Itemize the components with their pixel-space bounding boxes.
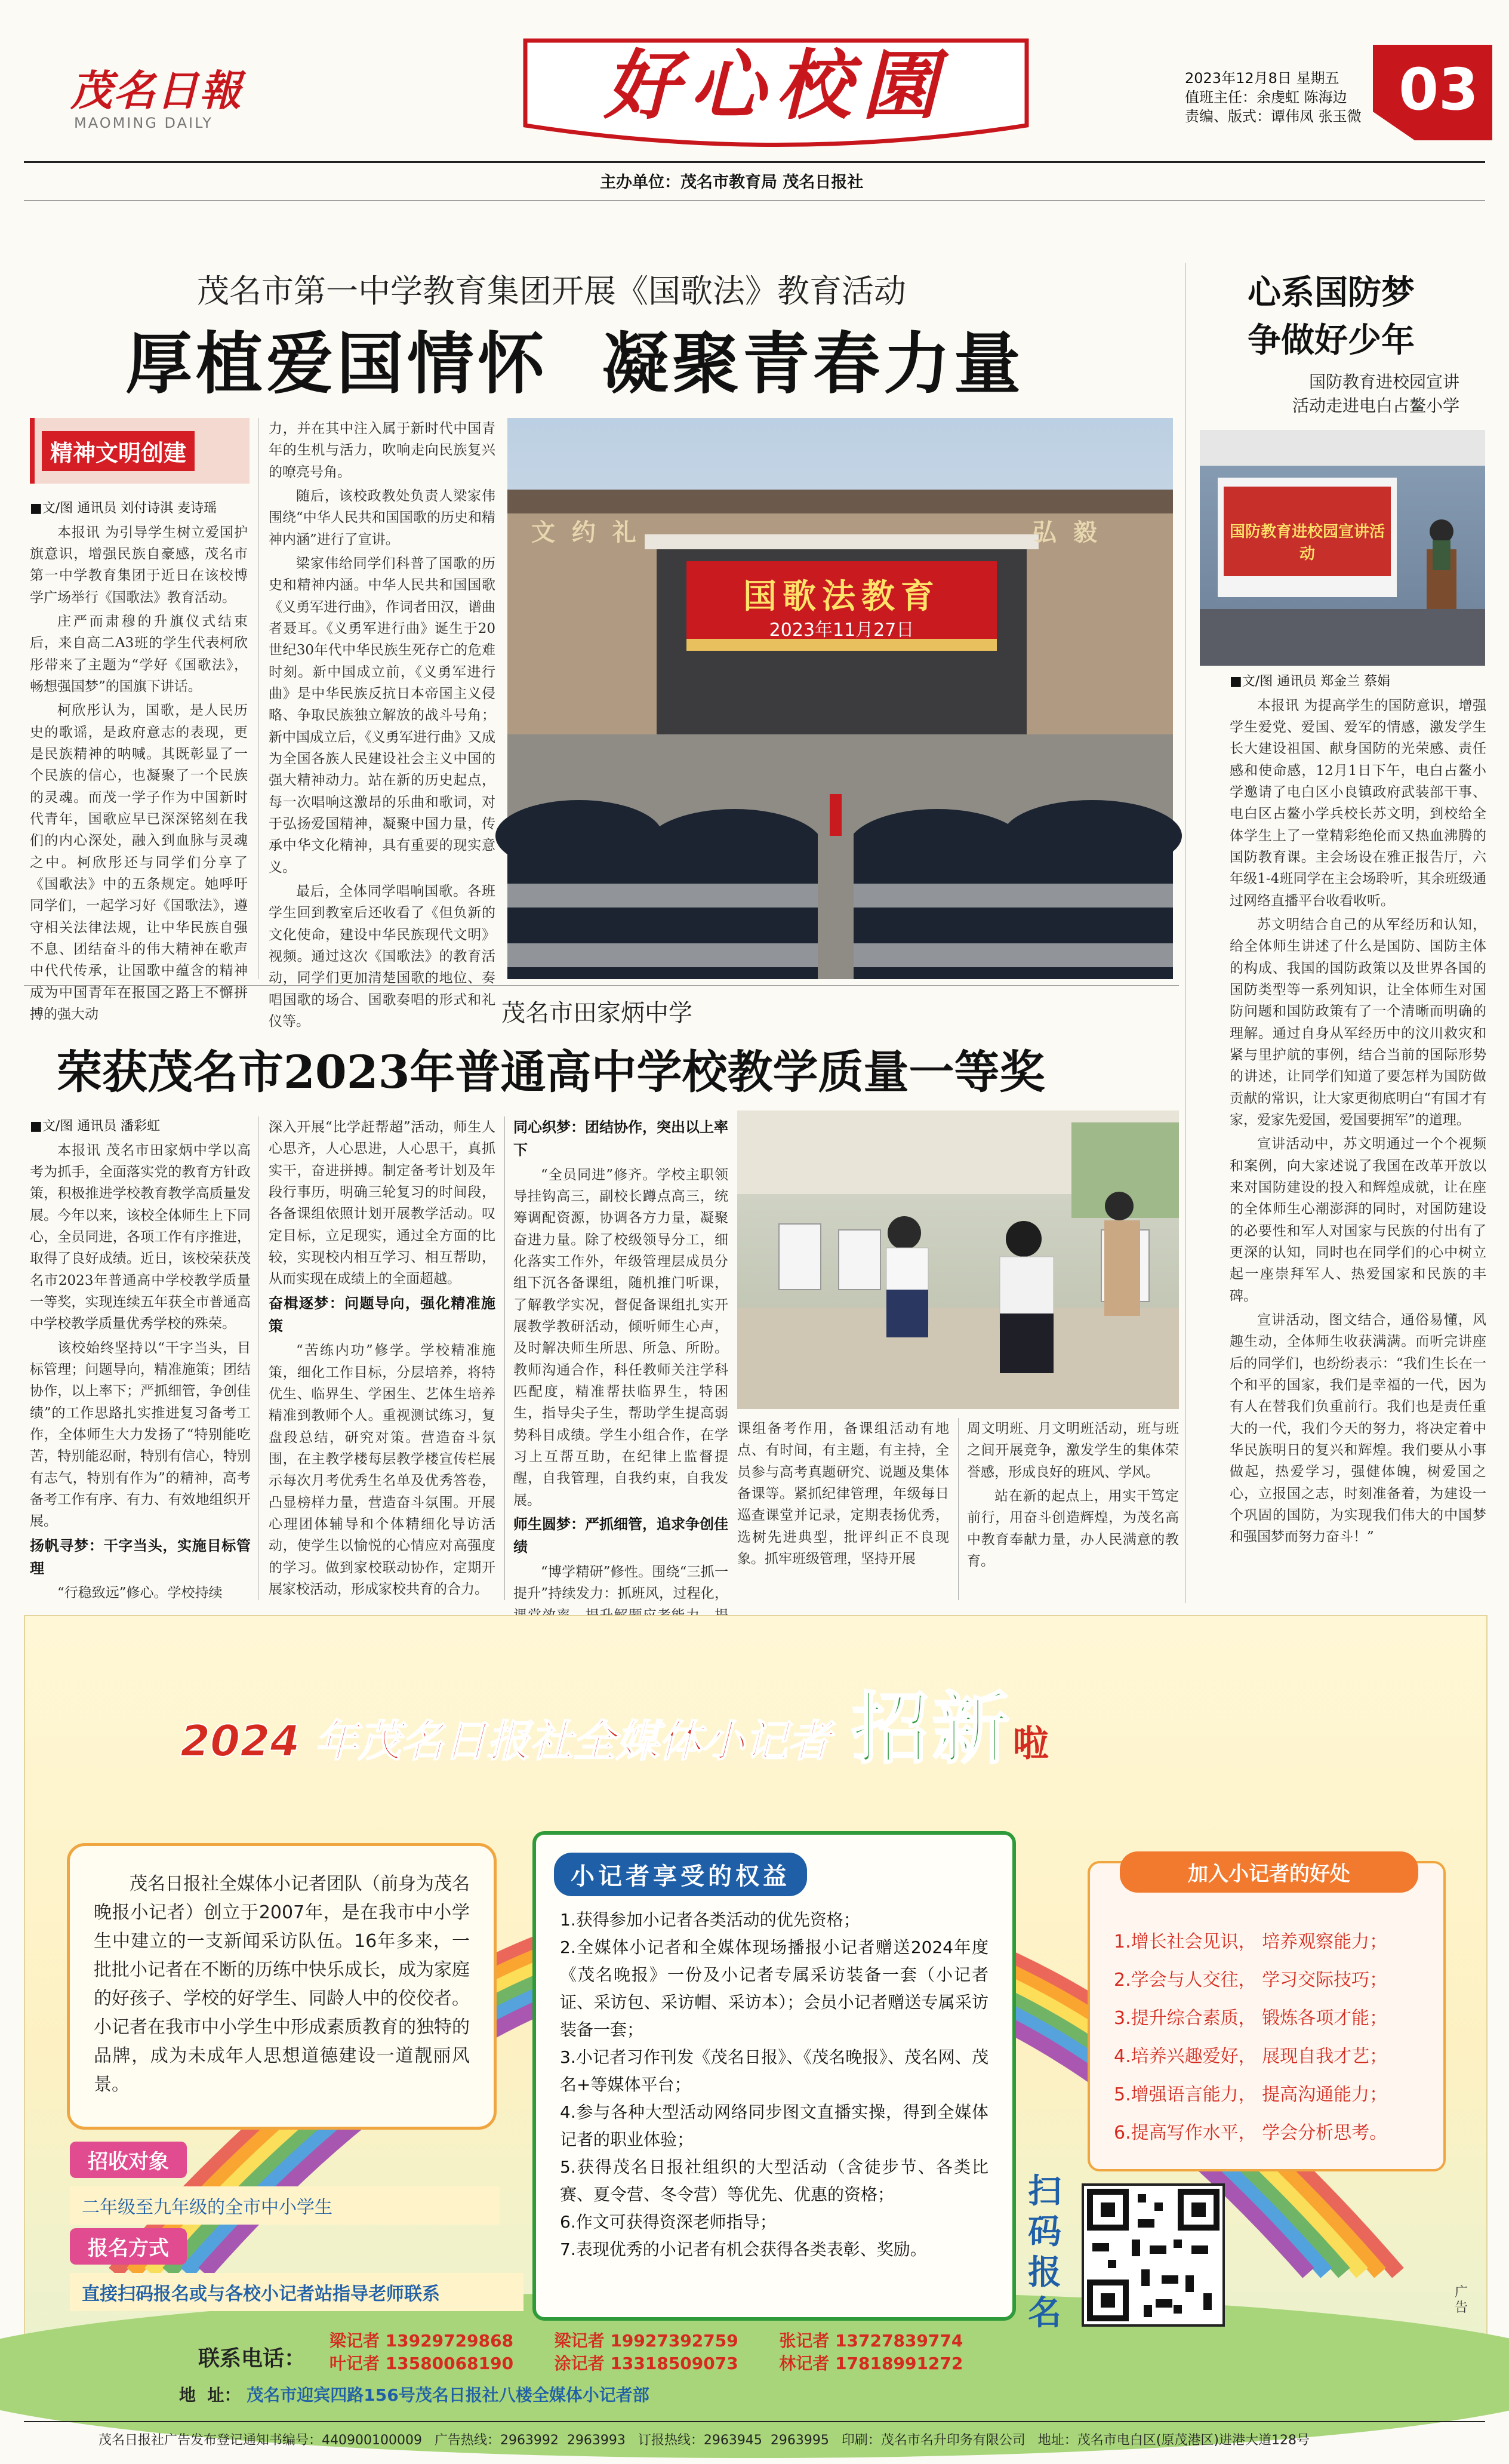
article3-headline-line2: 争做好少年 (1248, 321, 1415, 360)
article2-paragraph: “苦练内功”修学。学校精准施策，细化工作目标，分层培养，将特优生、临界生、学困生、艺体生培养精准到教师个人。重视测试练习，复盘段总结，研究对策。营造奋斗氛围，在主教学楼每层教学楼宣传栏展示每次月考优秀生名单及优秀答卷，凸显榜样力量，营造奋斗氛围。开展心理团体辅导和个体精细化导访活动，使学生以愉悦的心情应对高强度的学习。做到家校联动协作，定期开展家校活动，形成家校共育的合力。 (269, 1343, 495, 1598)
ad-address-text: 茂名市迎宾四路156号茂名日报社八楼全媒体小记者部 (247, 2385, 649, 2405)
article1-paragraph: 最后，全体同学唱响国歌。各班学生回到教室后还收看了《但负新的文化使命，建设中华民族现代文明》视频。通过这次《国歌法》的教育活动，同学们更加清楚国歌的地位、奏唱国歌的场合、国歌奏唱的形式和礼仪等。 (269, 883, 495, 1029)
section-title-box (501, 36, 1039, 146)
article2-kicker: 茂名市田家炳中学 (501, 999, 692, 1027)
ad-benefit-item: 1.增长社会见识， 培养观察能力； (1114, 1931, 1388, 1952)
article2-column-5 (967, 1418, 1179, 1603)
article2-photo (737, 1111, 1179, 1409)
article3-headline-line1: 心系国防梦 (1248, 273, 1415, 312)
ad-benefit-item: 4.培养兴趣爱好， 展现自我才艺； (1114, 2046, 1388, 2067)
ad-method-label: 报名方式 (70, 2228, 187, 2265)
ad-mark: 广告 (1455, 2285, 1468, 2315)
article1-byline: ■文/图 通讯员 刘付诗淇 麦诗瑶 (30, 501, 217, 516)
ad-rights-item: 7.表现优秀的小记者有机会获得各类表彰、奖励。 (560, 2240, 927, 2259)
ad-intro-card (67, 1843, 497, 2130)
ad-rights-item: 6.作文可获得资深老师指导； (560, 2212, 777, 2232)
article2-paragraph: “行稳致远”修心。学校持续 (57, 1585, 223, 1601)
sponsor-rule (24, 200, 1485, 201)
ad-benefits-title: 加入小记者的好处 (1120, 1851, 1418, 1893)
editor-line: 值班主任：余虔虹 陈海边 (1185, 89, 1347, 106)
article2-subheading: 奋楫逐梦：问题导向，强化精准施策 (269, 1294, 495, 1334)
article3-paragraph: 本报讯 为提高学生的国防意识，增强学生爱党、爱国、爱军的情感，激发学生长大建设祖国、献身国防的光荣感、责任感和使命感，12月1日下午，电白占鳌小学邀请了电白区小良镇政府武装部干事、电白区占鳌小学兵校长苏文明，到校给全体学生上了一堂精彩绝伦而又热血沸腾的国防教育课。主会场设在雅正报告厅，六年级1-4班同学在主会场聆听，其余班级通过网络直播平台收看收听。 (1230, 697, 1486, 909)
article1-paragraph: 随后，该校政教处负责人梁家伟围绕“中华人民共和国国歌的历史和精神内涵”进行了宣讲。 (269, 488, 495, 547)
ad-contact-label: 联系电话： (198, 2346, 306, 2371)
ad-rights-item: 1.获得参加小记者各类活动的优先资格； (560, 1910, 860, 1930)
ad-target-text: 二年级至九年级的全市中小学生 (70, 2186, 500, 2225)
section-title: 好心校園 (604, 41, 948, 130)
article2-paragraph: 本报讯 茂名市田家炳中学以高考为抓手，全面落实党的教育方针政策，积极推进学校教育教学高质量发展。今年以来，该校全体师生上下同心，全员同进，各项工作有序推进，取得了良好成绩。近日，该校荣获茂名市2023年普通高中学校教学质量一等奖，实现连续五年获全市普通高中学校教学质量优秀学校的殊荣。 (30, 1142, 251, 1332)
paper-logo (70, 66, 242, 131)
paper-pinyin: MAOMING DAILY (74, 115, 213, 131)
ad-address-label: 地 址： (179, 2385, 241, 2405)
article3-paragraph: 宣讲活动中，苏文明通过一个个视频和案例，向大家述说了我国在改革开放以来对国防建设的投入和辉煌成就，让在座的全体师生心潮澎湃的同时，对国防建设的必要性和军人对国家与民族的付出有了更深的认知，同时也在同学们的心中树立起一座崇拜军人、热爱国家和民族的丰碑。 (1230, 1136, 1486, 1304)
ad-contact-item: 张记者 13727839774 (779, 2331, 963, 2351)
ad-title-zhao: 招 (851, 1684, 929, 1774)
column-divider (958, 1418, 959, 1600)
classroom-illustration (737, 1111, 1179, 1409)
ad-benefits-list (1114, 1923, 1419, 2152)
ad-contact-item: 梁记者 19927392759 (554, 2331, 738, 2351)
column-tag (30, 418, 250, 484)
article3-paragraph: 苏文明结合自己的从军经历和认知，给全体师生讲述了什么是国防、国防主体的构成、我国的国防政策以及世界各国的国防类型等一系列知识，让全体师生对国防问题和国防政策有了一个清晰而明确的理解。通过自身从军经历中的汶川救灾和紧与里护航的事例，结合当前的国际形势的讲述，让同学们知道了要怎样为国防做贡献的常识，让大家更彻底明白“有国才有家，爱家先爱国，爱国要拥军”的道理。 (1230, 917, 1486, 1128)
article2-column-3 (513, 1116, 728, 1603)
article2-column-2 (269, 1116, 495, 1603)
article1-paragraph: 柯欣彤认为，国歌，是人民历史的歌谣，是政府意志的表现，更是民族精神的呐喊。其既彰显了一个民族的信心，也凝聚了一个民族的灵魂。而茂一学子作为中国新时代青年，国歌应早已深深铭刻在我们的内心深处，融入到血脉与灵魂之中。柯欣彤还与同学们分享了《国歌法》中的五条规定。她呼吁同学们，一起学习好《国歌法》，遵守相关法律法规，让中华民族自强不息、团结奋斗的伟大精神在歌声中代代传承，让国歌中蕴含的精神成为中国青年在报国之路上不懈拼搏的强大动 (30, 703, 248, 1022)
article1-paragraph: 庄严而肃穆的升旗仪式结束后，来自高二A3班的学生代表柯欣彤带来了主题为“学好《国歌法》，畅想强国梦”的国旗下讲话。 (30, 614, 248, 695)
ad-rights-item: 5.获得茂名日报社组织的大型活动（含徒步节、各类比赛、夏令营、冬令营）等优先、优惠的资格； (560, 2157, 988, 2204)
ad-benefit-item: 6.提高写作水平， 学会分析思考。 (1114, 2122, 1388, 2143)
article2-column-1 (30, 1116, 251, 1603)
article1-paragraph: 本报讯 为引导学生树立爱国护旗意识，增强民族自豪感，茂名市第一中学教育集团于近日在该校博学广场举行《国歌法》教育活动。 (30, 524, 248, 605)
photo-building-text-right: 弘 毅 (1033, 518, 1097, 546)
article2-paragraph: “全员同进”修齐。学校主职领导挂钩高三，副校长蹲点高三，统筹调配资源，协调各方力量，凝聚奋进力量。除了校级领导分工，细化落实工作外，年级管理层成员分组下沉各备课组，随机推门听课，了解教学实况，督促备课组扎实开展教学教研活动，倾听师生心声，及时解决师生所思、所急、所盼。教师沟通合作，科任教师关注学科匹配度，精准帮扶临界生，特困生，指导尖子生，帮助学生提高弱势科目成绩。学生小组合作，在学习上互帮互助，在纪律上监督提醒，自我管理，自我约束，自我发展。 (513, 1167, 728, 1508)
article1-kicker: 茂名市第一中学教育集团开展《国歌法》教育活动 (197, 272, 906, 310)
ad-method-text: 直接扫码报名或与各校小记者站指导老师联系 (70, 2273, 523, 2311)
article2-subheading: 师生圆梦：严抓细管，追求争创佳绩 (513, 1516, 728, 1555)
article1-paragraph: 梁家伟给同学们科普了国歌的历史和精神内涵。中华人民共和国国歌《义勇军进行曲》，作词者田汉，谱曲者聂耳。《义勇军进行曲》诞生于20世纪30年代中华民族生死存亡的危难时刻。新中国成立前，《义勇军进行曲》是中华民族反抗日本帝国主义侵略、争取民族独立解放的战斗号角；新中国成立后，《义勇军进行曲》又成为全国各族人民建设社会主义中国的强大精神动力。站在新的历史起点，每一次唱响这激昂的乐曲和歌词，对于弘扬爱国精神，凝聚中国力量，传承中华文化精神，具有重要的现实意义。 (269, 555, 495, 875)
ad-title-text: 2024 年茂名日报社全媒体小记者 (180, 1716, 831, 1766)
article3-subhead-line1: 国防教育进校园宣讲 (1308, 372, 1459, 392)
article1-column-1 (30, 499, 248, 1022)
article1-headline: 厚植爱国情怀 凝聚青春力量 (125, 325, 1024, 403)
paper-name: 茂名日報 (70, 66, 242, 115)
article1-photo (507, 418, 1173, 979)
article2-subheading: 同心织梦：团结协作，突出以上率下 (513, 1119, 728, 1158)
photo-banner-text: 国歌法教育 (743, 577, 940, 616)
article3-subhead-line2: 活动走进电白占鳌小学 (1292, 396, 1459, 416)
article3-photo (1200, 430, 1485, 666)
recruitment-ad (24, 1615, 1488, 2405)
sponsor-line: 主办单位：茂名市教育局 茂名日报社 (600, 173, 864, 192)
school-building-illustration (507, 418, 1173, 979)
ad-rights-card (532, 1831, 1016, 2321)
page-number: 03 (1399, 56, 1479, 123)
article1-paragraph: 力，并在其中注入属于新时代中国青年的生机与活力，吹响走向民族复兴的嘹亮号角。 (269, 421, 495, 480)
article3-byline: ■文/图 通讯员 郑金兰 蔡娟 (1230, 674, 1391, 689)
masthead-rule (24, 161, 1485, 163)
article2-paragraph: 课组备考作用，备课组活动有地点、有时间，有主题，有主持，全员参与高考真题研究、说题及集体备课等。紧抓纪律管理，年级每日巡查课堂并记录，定期表扬优秀，选树先进典型，批评纠正不良现象。抓牢班级管理，坚持开展 (737, 1421, 949, 1567)
ad-rights-item: 2.全媒体小记者和全媒体现场播报小记者赠送2024年度《茂名晚报》一份及小记者专属采访装备一套（小记者证、采访包、采访帽、采访本）；会员小记者赠送专属采访装备一套； (560, 1937, 988, 2040)
ad-contact-item: 叶记者 13580068190 (329, 2354, 514, 2373)
ad-benefits-card (1088, 1861, 1446, 2171)
ad-target-label: 招收对象 (70, 2142, 187, 2178)
article3-paragraph: 宣讲活动，图文结合，通俗易懂，风趣生动，全体师生收获满满。而听完讲座后的同学们，也纷纷表示：“我们生长在一个和平的国家，我们是幸福的一代，因为有人在替我们负重前行。我们也是责任重大的一代，我们今天的努力，将决定着中华民族明日的复兴和辉煌。我们要从小事做起，热爱学习，强健体魄，树爱国之心，立报国之志，时刻准备着，为建设一个巩固的国防，为实现我们伟大的中国梦和强国梦而努力奋斗！” (1230, 1312, 1486, 1545)
ad-title-la: 啦 (1012, 1723, 1049, 1765)
column-divider (504, 1116, 505, 1600)
ad-intro-text: 茂名日报社全媒体小记者团队（前身为茂名晚报小记者）创立于2007年，是在我市中小学生中建立的一支新闻采访队伍。16年多来，一批批小记者在不断的历练中快乐成长，成为家庭的好孩子、学校的好学生、同龄人中的佼佼者。小记者在我市中小学生中形成素质教育的独特的品牌，成为未成年人思想道德建设一道靓丽风景。 (94, 1874, 470, 2095)
article2-subheading: 扬帆寻梦：干字当头，实施目标管理 (30, 1537, 251, 1577)
qr-code[interactable] (1082, 2183, 1225, 2327)
footer-rule (24, 2421, 1485, 2422)
ad-title-xin: 新 (932, 1684, 1010, 1774)
article2-paragraph: 该校始终坚持以“干字当头，目标管理；问题导向，精准施策；团结协作，以上率下；严抓细管，争创佳绩”的工作思路扎实推进复习备考工作，全体师生大力发扬了“特别能吃苦，特别能忍耐，特别有信心，特别有志气，特别有作为”的精神，高考备考工作有序、有力、有效地组织开展。 (30, 1340, 251, 1530)
article2-paragraph: 深入开展“比学赶帮超”活动，师生人心思齐，人心思进，人心思干，真抓实干，奋进拼搏。制定备考计划及年段行事历，明确三轮复习的时间段，各备课组依照计划开展教学活动。叹定目标，立足现实，通过全方面的比较，实现校内相互学习、相互帮助，从而实现在成绩上的全面超越。 (269, 1119, 495, 1287)
column-tag-label: 精神文明创建 (42, 431, 195, 471)
ad-rights-item: 3.小记者习作刊发《茂名日报》、《茂名晚报》、茂名网、茂名+等媒体平台； (560, 2047, 988, 2094)
photo-building-text-left: 文 约 礼 (531, 518, 636, 546)
article3-body (1230, 672, 1486, 1600)
ad-contact-item: 林记者 17818991272 (779, 2354, 963, 2373)
article2-paragraph: 周文明班、月文明班活动，班与班之间开展竞争，激发学生的集体荣誉感，形成良好的班风、学风。 (967, 1421, 1179, 1480)
ad-title (180, 1667, 1314, 1779)
ad-contact-grid (329, 2330, 1004, 2375)
article2-byline: ■文/图 通讯员 潘彩虹 (30, 1119, 161, 1134)
ad-benefit-item: 2.学会与人交往， 学习交际技巧； (1114, 1970, 1388, 1991)
ad-contact-item: 涂记者 13318509073 (554, 2354, 738, 2373)
article2-headline: 荣获茂名市2023年普通高中学校教学质量一等奖 (57, 1045, 1045, 1099)
date-line: 2023年12月8日 星期五 (1185, 70, 1339, 87)
ad-address-bar (179, 2382, 985, 2406)
ad-contact-item: 梁记者 13929729868 (329, 2331, 514, 2351)
layout-line: 责编、版式：谭伟凤 张玉微 (1185, 108, 1362, 125)
article2-paragraph: “博学精研”修性。围绕“三抓一提升”持续发力：抓班风，过程化， (513, 1564, 728, 1602)
article2-column-4 (737, 1418, 949, 1603)
photo-date-text: 2023年11月27日 (769, 620, 914, 641)
ad-rights-item: 4.参与各种大型活动网络同步图文直播实操，得到全媒体记者的职业体验； (560, 2102, 988, 2149)
ad-benefit-item: 3.提升综合素质， 锻炼各项才能； (1114, 2008, 1388, 2029)
article3-photo-screen-text: 国防教育进校园宣讲活动 (1230, 523, 1385, 563)
ad-scan-text: 扫码报名 (1028, 2172, 1061, 2333)
qr-code-icon (1084, 2186, 1222, 2324)
article1-column-2 (269, 418, 495, 1029)
article2-top-rule (24, 985, 1179, 986)
article2-paragraph: 站在新的起点上，用实干笃定前行，用奋斗创造辉煌，为茂名高中教育奉献力量，办人民满意的教育。 (967, 1488, 1179, 1569)
article3-headline (1248, 269, 1415, 364)
footer-text: 茂名日报社广告发布登记通知书编号：440900100009 广告热线：2963992 2963993 订报热线：2963945 2963995 印刷：茂名市名升印务有限公司 地址：茂名市电白区(原茂港区)进港大道128号 (98, 2433, 1310, 2448)
ad-rights-title: 小记者享受的权益 (554, 1853, 807, 1896)
article3-subhead (1245, 370, 1459, 418)
ad-benefit-item: 5.增强语言能力， 提高沟通能力； (1114, 2084, 1388, 2105)
ad-rights-list (560, 1906, 988, 2263)
